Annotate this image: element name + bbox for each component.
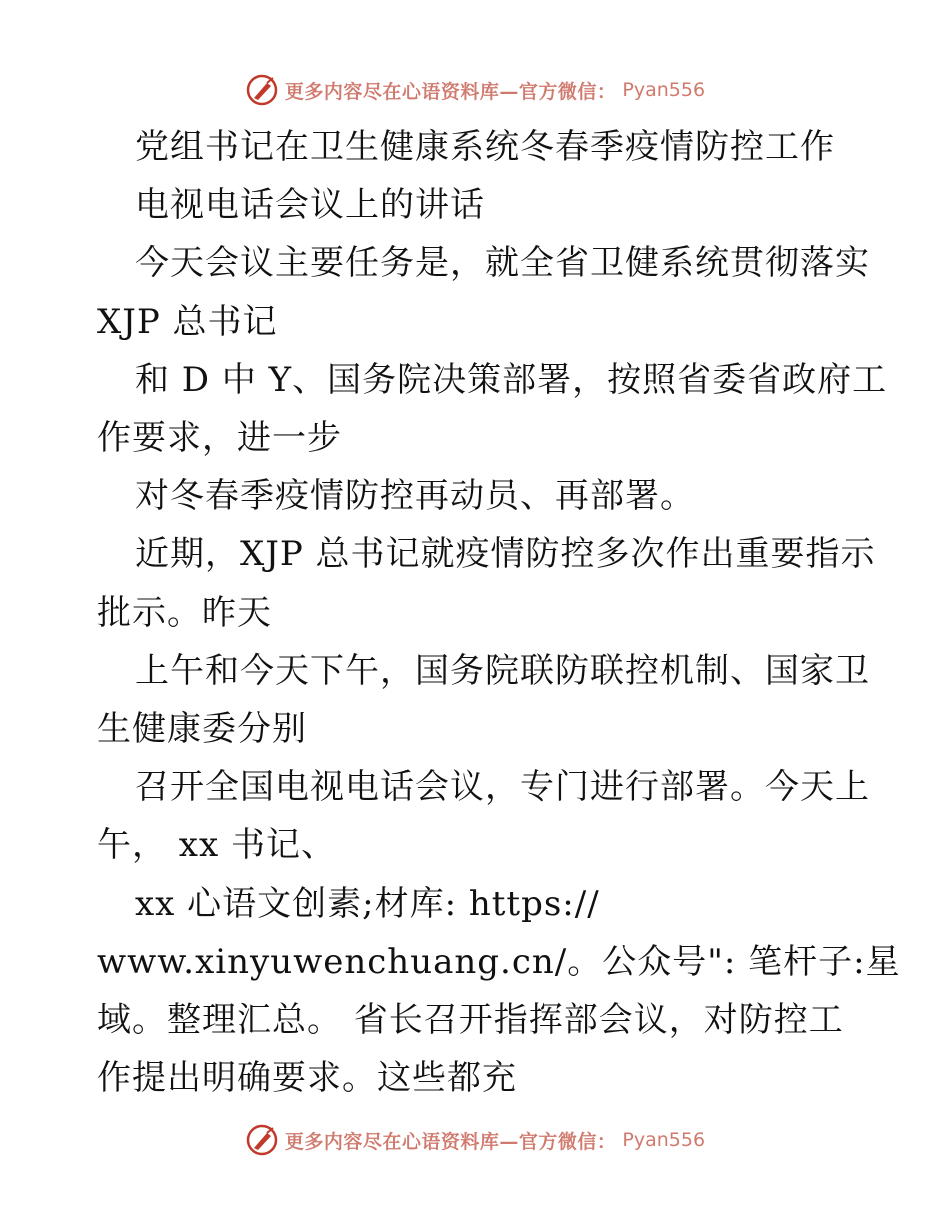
paragraph-line: 域。整理汇总。 省长召开指挥部会议，对防控工 [97, 1000, 844, 1041]
header-banner [0, 70, 950, 110]
document-body [97, 118, 901, 1107]
paragraph-line: 批示。昨天 [97, 592, 272, 633]
document-title-line-2: 电视电话会议上的讲话 [135, 185, 485, 226]
header-banner-content [245, 73, 705, 107]
paragraph-line: www.xinyuwenchuang.cn/。公众号": 笔杆子:星 [97, 941, 901, 982]
paragraph-line: 作提出明确要求。这些都充 [97, 1058, 517, 1099]
paragraph-line: 生健康委分别 [97, 709, 307, 750]
document-title-line-1: 党组书记在卫生健康系统冬春季疫情防控工作 [135, 127, 835, 167]
paragraph-line: XJP 总书记 [97, 301, 278, 342]
paragraph-line: 作要求，进一步 [97, 418, 342, 459]
footer-banner-text: 更多内容尽在心语资料库—官方微信： [284, 1130, 617, 1153]
quill-seal-icon [245, 1123, 279, 1157]
paragraph-line: 和 D 中 Y、国务院决策部署，按照省委省政府工 [135, 359, 888, 400]
header-wechat-id: Pyan556 [622, 79, 706, 101]
paragraph-line: 午， xx 书记、 [97, 825, 336, 866]
quill-seal-icon [245, 73, 279, 107]
paragraph-line: 召开全国电视电话会议，专门进行部署。今天上 [135, 767, 870, 808]
footer-banner-content [245, 1123, 705, 1157]
paragraph-line: 对冬春季疫情防控再动员、再部署。 [135, 476, 695, 517]
paragraph-line: xx 心语文创素;材库: https:// [135, 883, 600, 924]
footer-banner [0, 1120, 950, 1160]
footer-wechat-id: Pyan556 [622, 1129, 706, 1151]
paragraph-line: 今天会议主要任务是，就全省卫健系统贯彻落实 [135, 243, 870, 284]
header-banner-text: 更多内容尽在心语资料库—官方微信： [284, 80, 617, 103]
paragraph-line: 近期，XJP 总书记就疫情防控多次作出重要指示 [135, 534, 876, 575]
paragraph-line: 上午和今天下午，国务院联防联控机制、国家卫 [135, 650, 870, 691]
